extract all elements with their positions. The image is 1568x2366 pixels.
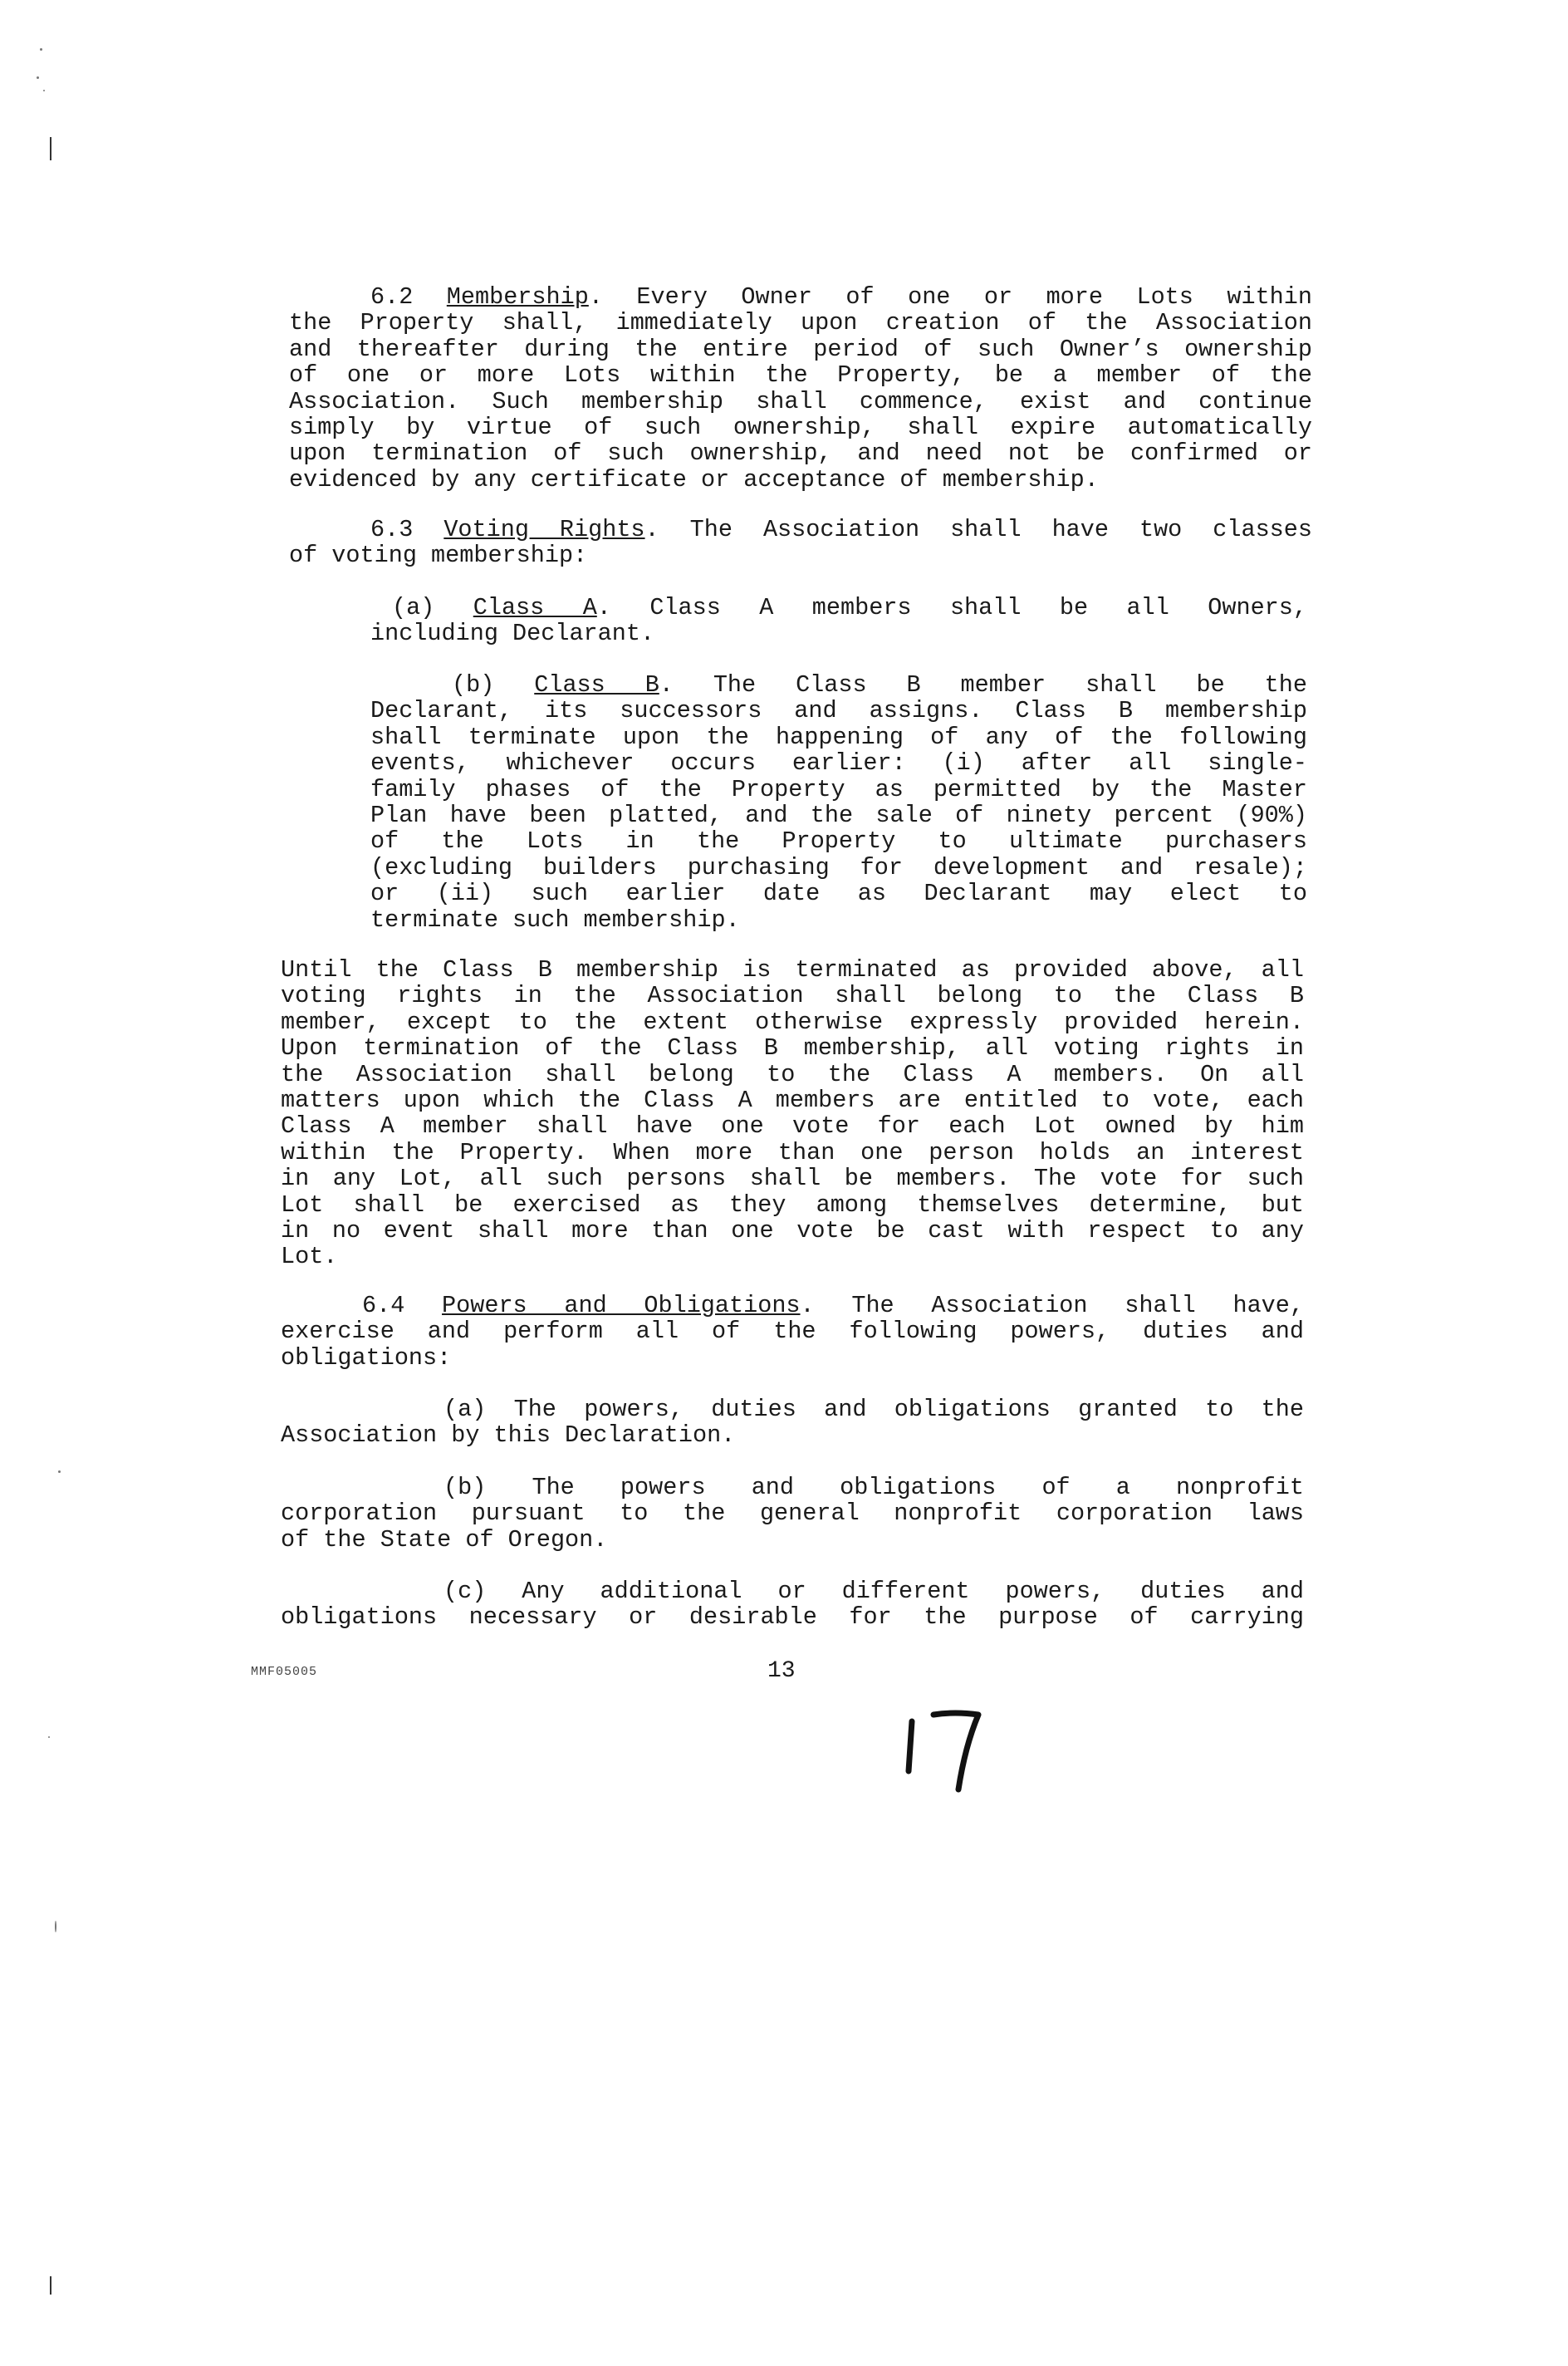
text-line: of one or more Lots within the Property, be a member of the	[289, 361, 1312, 390]
section-heading-underlined: Voting Rights	[443, 516, 645, 543]
text-line: member, except to the extent otherwise expressly provided herein.	[281, 1008, 1304, 1036]
footer-document-code: MMF05005	[251, 1665, 318, 1679]
text-line: the Property shall, immediately upon creation of the Association	[289, 309, 1312, 337]
class-a-item	[370, 595, 1307, 647]
text-line: shall terminate upon the happening of any of the following	[370, 723, 1307, 751]
text-line: obligations:	[281, 1343, 452, 1372]
text-line: Upon termination of the Class B membership, all voting rights in	[281, 1034, 1304, 1063]
scan-speck	[48, 1736, 50, 1738]
powers-item-a	[281, 1397, 1304, 1449]
text-line: in no event shall more than one vote be cast with respect to any	[281, 1217, 1304, 1245]
section-heading-underlined: Membership	[446, 283, 589, 311]
text-line: evidenced by any certificate or acceptance of membership.	[289, 465, 1099, 493]
section-6-2	[289, 284, 1312, 493]
section-heading-underlined: Class A	[473, 594, 597, 621]
scan-mark	[50, 137, 51, 160]
scan-speck	[55, 1921, 56, 1932]
text-line: matters upon which the Class A members are entitled to vote, each	[281, 1087, 1304, 1115]
powers-item-c	[281, 1578, 1304, 1631]
text-line: (a) Class A. Class A members shall be all Owners,	[392, 594, 1307, 621]
text-line: Lot shall be exercised as they among themselves determine, but	[281, 1190, 1304, 1219]
text-line: upon termination of such ownership, and need not be confirmed or	[289, 439, 1312, 468]
class-b-item	[370, 672, 1307, 933]
text-line: (a) The powers, duties and obligations granted to the	[443, 1396, 1304, 1423]
text-line: and thereafter during the entire period of such Owner’s ownership	[289, 335, 1312, 363]
powers-item-b	[281, 1475, 1304, 1553]
text-line: corporation pursuant to the general nonprofit corporation laws	[281, 1500, 1304, 1528]
page-number: 13	[767, 1658, 796, 1684]
text-line: Association by this Declaration.	[281, 1421, 736, 1450]
text-line: terminate such membership.	[370, 906, 740, 934]
scan-speck	[37, 76, 39, 79]
text-line: Until the Class B membership is terminated as provided above, all	[281, 956, 1304, 984]
text-line: including Declarant.	[370, 620, 655, 648]
text-line: voting rights in the Association shall belong to the Class B	[281, 982, 1304, 1010]
section-heading-underlined: Powers and Obligations	[442, 1292, 801, 1319]
scan-speck	[43, 90, 45, 91]
text-line: Declarant, its successors and assigns. Class B membership	[370, 697, 1307, 725]
text-line: (b) Class B. The Class B member shall be the	[452, 671, 1307, 699]
text-line: of the Lots in the Property to ultimate purchasers	[370, 827, 1307, 856]
text-line: 6.3 Voting Rights. The Association shall have two classes	[370, 516, 1312, 543]
text-line: Plan have been platted, and the sale of ninety percent (90%)	[370, 802, 1307, 830]
text-line: within the Property. When more than one person holds an interest	[281, 1138, 1304, 1166]
text-line: of voting membership:	[289, 542, 588, 570]
text-line: simply by virtue of such ownership, shall expire automatically	[289, 414, 1312, 442]
text-line: in any Lot, all such persons shall be members. The vote for such	[281, 1165, 1304, 1193]
text-line: (b) The powers and obligations of a nonprofit	[443, 1474, 1304, 1501]
text-line: exercise and perform all of the following powers, duties and	[281, 1318, 1304, 1346]
text-line: or (ii) such earlier date as Declarant may elect to	[370, 880, 1307, 908]
scan-speck	[40, 48, 42, 51]
text-line: (excluding builders purchasing for development and resale);	[370, 853, 1307, 881]
text-line: Class A member shall have one vote for each Lot owned by him	[281, 1112, 1304, 1141]
text-line: Association. Such membership shall commence, exist and continue	[289, 387, 1312, 415]
text-line: events, whichever occurs earlier: (i) after all single-	[370, 749, 1307, 778]
text-line: 6.4 Powers and Obligations. The Association shall have,	[362, 1292, 1304, 1319]
section-6-3	[289, 517, 1312, 569]
section-6-4	[281, 1293, 1304, 1371]
voting-rights-paragraph	[281, 957, 1304, 1270]
text-line: obligations necessary or desirable for the purpose of carrying	[281, 1603, 1304, 1632]
scan-mark	[50, 2276, 51, 2295]
section-heading-underlined: Class B	[534, 671, 659, 699]
scan-speck	[58, 1470, 61, 1473]
handwritten-page-number	[897, 1703, 997, 1794]
text-line: 6.2 Membership. Every Owner of one or more Lots within	[370, 283, 1312, 311]
text-line: Lot.	[281, 1243, 338, 1271]
text-line: the Association shall belong to the Class A members. On all	[281, 1060, 1304, 1088]
text-line: (c) Any additional or different powers, duties and	[443, 1578, 1304, 1605]
text-line: of the State of Oregon.	[281, 1525, 608, 1554]
text-line: family phases of the Property as permitted by the Master	[370, 775, 1307, 803]
